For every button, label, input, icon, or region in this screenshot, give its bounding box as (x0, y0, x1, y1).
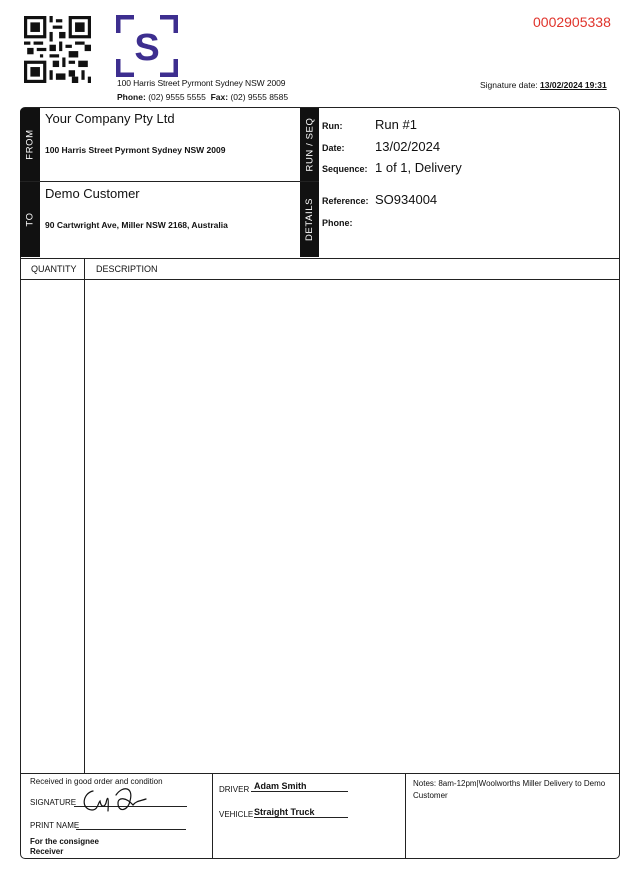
qr-code-icon (24, 16, 91, 83)
reference-value: SO934004 (375, 192, 438, 207)
footer-divider-2 (405, 773, 406, 859)
table-header-divider (20, 279, 620, 280)
run-seq-label: RUN / SEQ (304, 117, 315, 172)
date-value: 13/02/2024 (375, 139, 441, 154)
run-label: Run: (322, 121, 343, 131)
vehicle-label: VEHICLE (219, 810, 254, 819)
signature-date-label: Signature date: (480, 80, 538, 90)
quantity-column-divider (84, 258, 85, 773)
driver-value: Adam Smith (251, 781, 348, 792)
footer-divider-1 (212, 773, 213, 859)
from-name: Your Company Pty Ltd (45, 111, 175, 126)
from-to-divider (20, 181, 319, 182)
company-logo-s-icon (116, 15, 178, 77)
sequence-label: Sequence: (322, 164, 368, 174)
phone-value: (02) 9555 5555 (148, 92, 206, 102)
to-section-bar (20, 182, 40, 257)
phone-label: Phone: (117, 92, 146, 102)
driver-label: DRIVER (219, 785, 250, 794)
from-label: FROM (24, 129, 36, 160)
print-name-label: PRINT NAME (30, 821, 80, 830)
to-name: Demo Customer (45, 186, 140, 201)
company-contact (117, 92, 288, 102)
signature-label: SIGNATURE (30, 798, 77, 807)
received-text: Received in good order and condition (30, 777, 163, 786)
print-name-line (76, 829, 186, 830)
to-address: 90 Cartwright Ave, Miller NSW 2168, Australia (45, 220, 228, 230)
document-number: 0002905338 (533, 14, 611, 30)
delivery-notes: Notes: 8am-12pm|Woolworths Miller Delivery to Demo Customer (413, 779, 606, 800)
table-footer-divider (20, 773, 620, 774)
fax-label: Fax: (210, 92, 229, 102)
svg-text:S: S (134, 27, 160, 69)
run-value: Run #1 (375, 117, 417, 132)
details-section-bar (300, 182, 319, 257)
quantity-column-header: QUANTITY (31, 264, 77, 274)
company-address: 100 Harris Street Pyrmont Sydney NSW 2009 (117, 78, 286, 88)
receiver-text: Receiver (30, 847, 64, 856)
details-label: DETAILS (304, 197, 315, 242)
description-column-header: DESCRIPTION (96, 264, 158, 274)
fax-value: (02) 9555 8585 (230, 92, 289, 102)
header-table-divider (20, 258, 620, 259)
run-seq-section-bar (300, 108, 319, 181)
vehicle-value: Straight Truck (254, 807, 348, 818)
from-section-bar (20, 108, 40, 181)
consignee-text: For the consignee (30, 837, 99, 846)
reference-label: Reference: (322, 196, 369, 206)
from-address: 100 Harris Street Pyrmont Sydney NSW 2009 (45, 145, 226, 155)
sequence-value: 1 of 1, Delivery (375, 160, 462, 175)
details-phone-label: Phone: (322, 218, 353, 228)
date-label: Date: (322, 143, 345, 153)
handwritten-signature-icon (78, 783, 150, 815)
signature-date (480, 80, 607, 90)
to-label: TO (24, 212, 36, 227)
signature-date-value: 13/02/2024 19:31 (540, 80, 607, 90)
